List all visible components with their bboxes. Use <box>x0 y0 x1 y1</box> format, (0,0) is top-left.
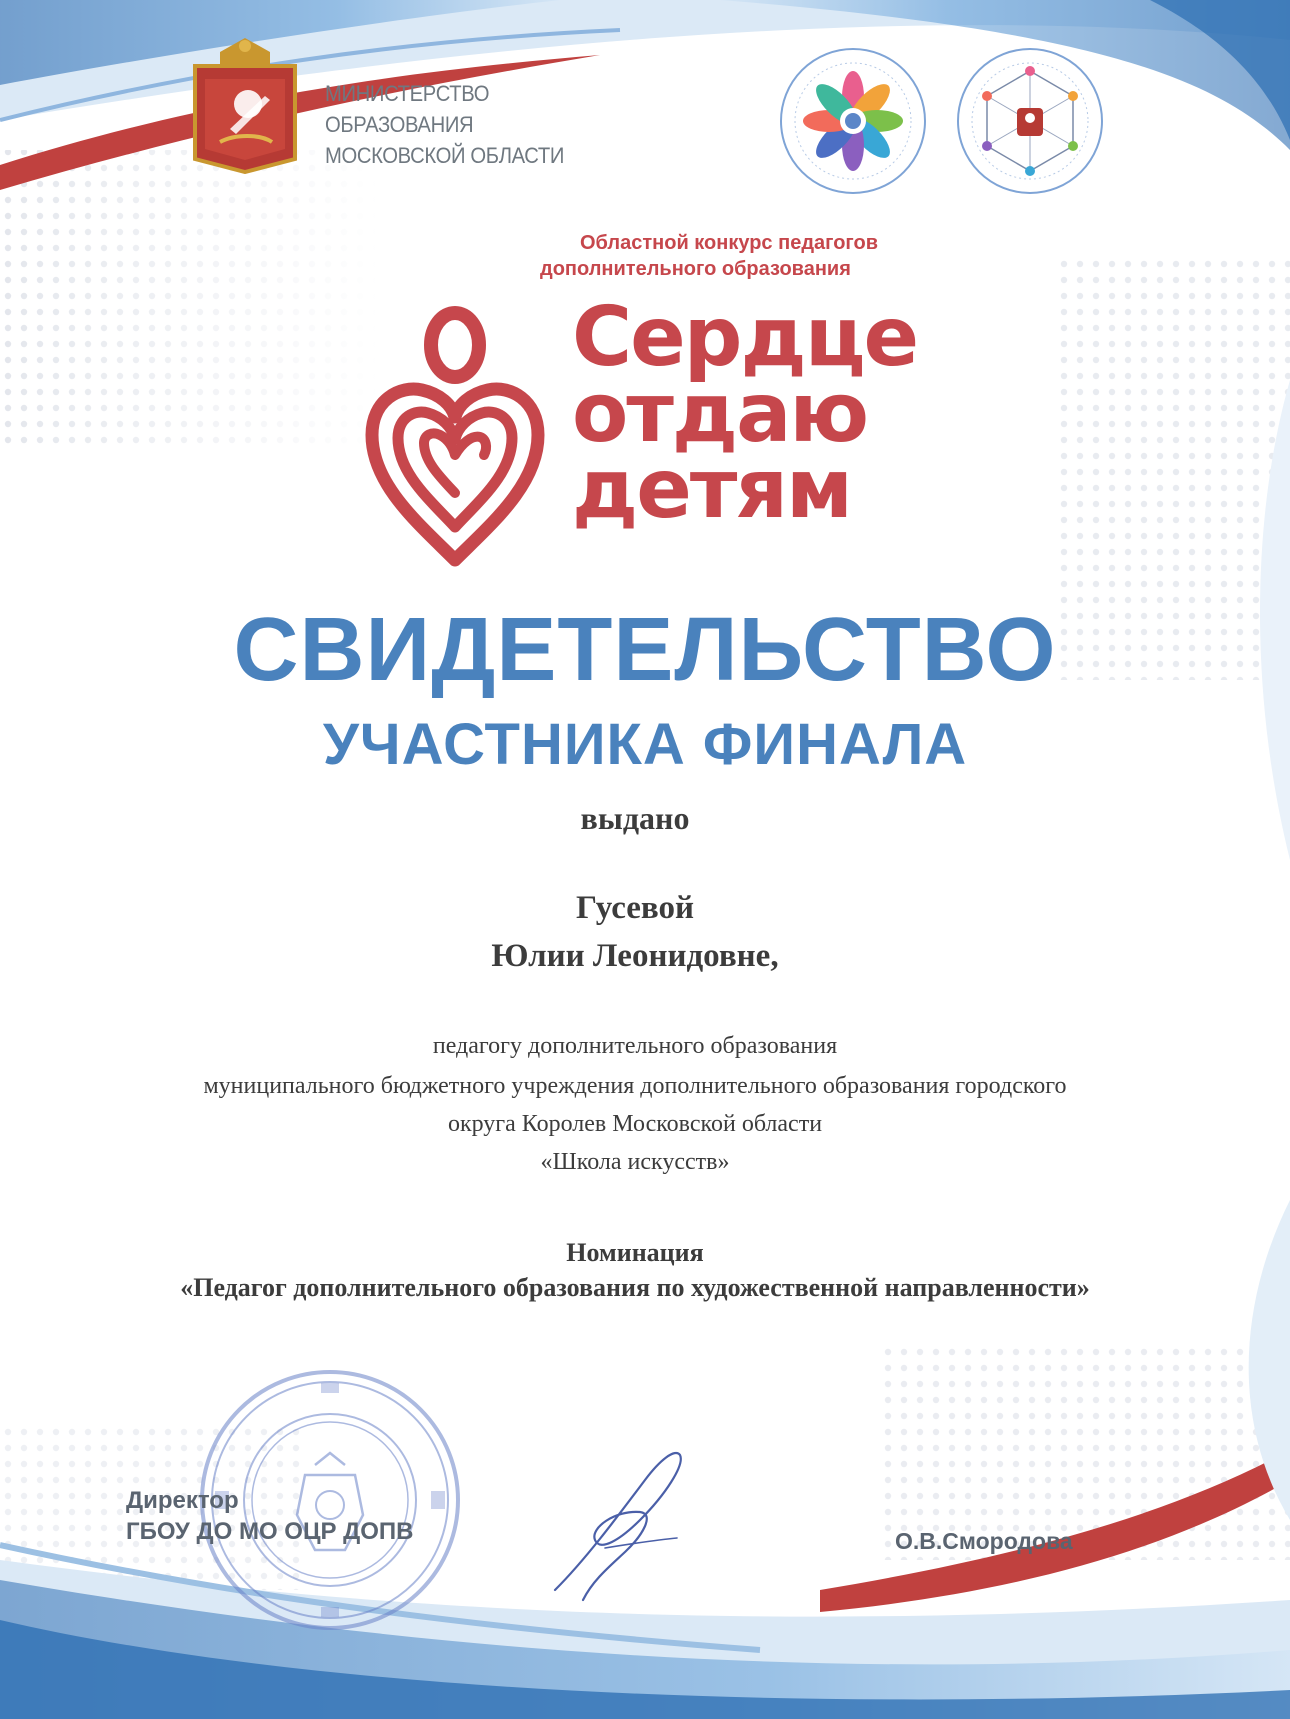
brand-line3: детям <box>572 442 852 537</box>
regional-center-flower-logo-icon <box>778 46 928 196</box>
contest-line1: Областной конкурс педагогов <box>580 232 878 254</box>
nomination-label: Номинация <box>566 1238 704 1267</box>
nomination-value: «Педагог дополнительного образования по художественной направленности» <box>180 1273 1090 1302</box>
certificate-title: СВИДЕТЕЛЬСТВО <box>233 600 1057 700</box>
position-line: муниципального бюджетного учреждения дополнительного образования городского <box>203 1073 1067 1099</box>
ministry-line2: МОСКОВСКОЙ ОБЛАСТИ <box>325 143 565 168</box>
certificate-subtitle: УЧАСТНИКА ФИНАЛА <box>322 712 968 777</box>
director-organization: ГБОУ ДО МО ОЦР ДОПВ <box>126 1518 414 1545</box>
position-line: педагогу дополнительного образования <box>432 1033 838 1059</box>
contest-line2: дополнительного образования <box>540 258 851 280</box>
contest-brand-title <box>572 290 992 537</box>
contest-heading <box>540 230 960 282</box>
halftone-bottom-right <box>880 1340 1290 1560</box>
recipient-name: Юлии Леонидовне, <box>491 938 779 974</box>
brand-line2: отдаю <box>572 366 868 461</box>
signer-name: О.В.Смородова <box>895 1528 1073 1554</box>
director-title <box>126 1485 486 1547</box>
ministry-line1: МИНИСТЕРСТВО ОБРАЗОВАНИЯ <box>325 81 490 137</box>
brand-line1: Сердце <box>572 290 918 385</box>
handwritten-signature-icon <box>545 1440 715 1610</box>
ministry-name <box>325 78 619 171</box>
recipient-surname: Гусевой <box>575 890 695 926</box>
moscow-oblast-coat-of-arms-icon <box>190 34 300 174</box>
position-line: округа Королев Московской области <box>447 1111 823 1137</box>
director-role: Директор <box>126 1487 239 1514</box>
position-line: «Школа искусств» <box>540 1149 730 1175</box>
regional-model-center-network-logo-icon <box>955 46 1105 196</box>
heart-person-emblem-icon <box>360 305 550 570</box>
issued-label: выдано <box>580 800 690 836</box>
